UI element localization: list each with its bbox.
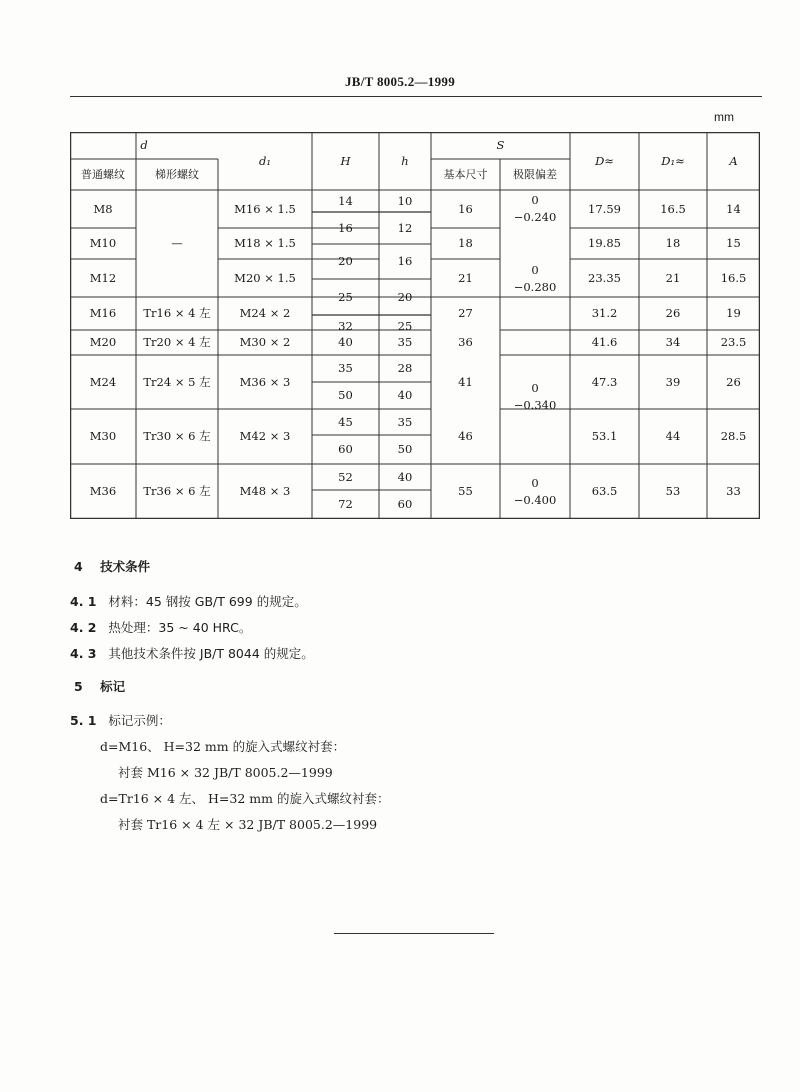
table-cell-d1: M30 × 2 [239,335,291,350]
header-common-thread: 普通螺纹 [81,167,125,181]
table-cell-S: 18 [458,236,473,251]
clause-4-3 [70,644,314,662]
table-cell-D: 47.3 [591,374,618,389]
header-H: H [340,153,351,168]
section-5-heading [74,677,125,695]
table-cell-d: M8 [93,201,113,216]
table-cell-S: 27 [458,306,473,321]
table-cell-S: 36 [458,335,473,350]
table-cell-D1: 44 [665,429,681,444]
table-cell-H: 72 [338,497,353,512]
header-S: S [496,138,505,153]
table-cell-d: M16 [89,306,117,321]
header-h: h [401,153,409,168]
section-title: 技术条件 [100,559,151,574]
table-cell-D: 41.6 [591,335,618,350]
table-cell-d1: M48 × 3 [239,484,291,499]
table-cell-d: M12 [89,270,117,285]
section-number: 5 [74,679,83,694]
clause-text: 其他技术条件按 JB/T 8044 的规定。 [108,646,314,661]
table-cell-A: 14 [726,201,741,216]
table-cell-S: 55 [458,484,473,499]
table-cell-H: 52 [338,469,353,484]
table-cell-h: 10 [397,193,413,208]
table-cell-D1: 16.5 [660,201,686,216]
table-cell-d1: M16 × 1.5 [234,201,296,216]
table-cell-tr: — [171,236,183,251]
table-cell-A: 23.5 [720,335,747,350]
table-cell-S: 46 [458,429,473,444]
table-cell-D1: 34 [665,335,681,350]
table-cell-tr: Tr20 × 4 左 [143,335,211,350]
table-cell-d1: M24 × 2 [239,306,291,321]
table-cell-deviation: 0 −0.340 [513,381,557,412]
clause-4-2 [70,618,251,636]
header-d: d [140,138,148,153]
marking-example-1: 衬套 M16 × 32 JB/T 8005.2—1999 [118,765,333,780]
clause-number: 5. 1 [70,713,97,728]
header-S-deviation: 极限偏差 [513,167,557,181]
table-cell-D1: 26 [665,306,681,321]
end-rule [334,933,494,934]
table-cell-A: 28.5 [720,429,747,444]
header-A: A [729,153,738,168]
clause-text: 热处理：35 ~ 40 HRC。 [108,620,252,635]
table-cell-tr: Tr36 × 6 左 [143,484,211,499]
table-cell-S: 41 [458,374,473,389]
header-d1: d₁ [259,153,271,168]
marking-example-2-description: d=Tr16 × 4 左、 H=32 mm 的旋入式螺纹衬套： [100,791,390,806]
section-title: 标记 [100,679,126,694]
table-cell-d: M36 [89,484,117,499]
standard-code-header: JB/T 8005.2—1999 [344,74,456,89]
table-cell-D1: 53 [665,484,681,499]
table-cell-S: 21 [458,270,473,285]
table-cell-h: 35 [397,414,413,429]
clause-number: 4. 2 [70,620,97,635]
table-cell-H: 40 [338,335,353,350]
table-cell-h: 20 [397,289,413,304]
table-cell-H: 32 [338,319,353,334]
marking-example-2: 衬套 Tr16 × 4 左 × 32 JB/T 8005.2—1999 [118,817,378,832]
clause-5-1 [70,711,171,729]
section-4-heading [74,557,150,575]
table-cell-d: M24 [89,374,117,389]
table-cell-D: 23.35 [588,270,621,285]
table-cell-H: 14 [338,193,353,208]
table-cell-H: 20 [338,254,353,269]
table-cell-d1: M42 × 3 [239,429,291,444]
table-cell-d: M30 [89,429,117,444]
table-cell-H: 16 [338,220,353,235]
table-cell-deviation: 0 −0.400 [513,475,557,507]
clause-text: 材料：45 钢按 GB/T 699 的规定。 [108,594,307,609]
table-cell-H: 25 [338,289,353,304]
clause-text: 标记示例： [108,713,171,728]
clause-number: 4. 3 [70,646,97,661]
unit-label: mm [714,110,734,124]
section-number: 4 [74,559,83,574]
header-D: D≈ [595,153,614,168]
table-cell-H: 60 [338,442,353,457]
table-cell-d: M20 [89,335,117,350]
table-cell-h: 28 [397,361,413,376]
table-cell-A: 15 [726,236,741,251]
table-cell-d1: M20 × 1.5 [234,270,296,285]
table-cell-h: 16 [397,254,413,269]
table-cell-h: 25 [397,319,413,334]
clause-number: 4. 1 [70,594,97,609]
table-cell-D: 17.59 [588,201,621,216]
header-S-basic: 基本尺寸 [443,167,488,181]
marking-example-1-description: d=M16、 H=32 mm 的旋入式螺纹衬套： [100,739,346,754]
table-cell-h: 40 [397,469,413,484]
table-cell-h: 12 [397,220,413,235]
header-D1: D₁≈ [661,153,685,168]
table-cell-A: 26 [726,374,741,389]
dimension-table [70,132,760,519]
table-cell-d1: M18 × 1.5 [234,236,296,251]
table-cell-D1: 39 [665,374,681,389]
table-cell-d: M10 [89,236,117,251]
table-cell-D: 19.85 [588,236,621,251]
table-cell-tr: Tr16 × 4 左 [143,306,211,321]
table-cell-D: 31.2 [591,306,618,321]
table-cell-h: 35 [397,335,413,350]
table-cell-h: 50 [397,442,413,457]
table-cell-D: 63.5 [591,484,618,499]
clause-4-1 [70,592,307,610]
table-cell-D: 53.1 [591,429,618,444]
table-cell-H: 45 [338,414,353,429]
table-cell-A: 33 [726,484,741,499]
header-trapezoid-thread: 梯形螺纹 [155,167,199,181]
table-cell-D1: 21 [665,270,681,285]
table-cell-tr: Tr30 × 6 左 [143,429,211,444]
table-cell-S: 16 [458,201,473,216]
table-cell-D1: 18 [665,236,681,251]
table-cell-deviation: 0 −0.280 [513,263,557,294]
table-cell-H: 50 [338,388,353,403]
table-cell-A: 19 [726,306,741,321]
table-cell-h: 60 [397,497,413,512]
table-cell-A: 16.5 [720,270,747,285]
table-cell-h: 40 [397,388,413,403]
header-rule [70,96,762,97]
table-cell-deviation: 0 −0.240 [513,193,557,224]
table-cell-d1: M36 × 3 [239,374,291,389]
table-cell-H: 35 [338,361,353,376]
table-cell-tr: Tr24 × 5 左 [143,374,211,389]
